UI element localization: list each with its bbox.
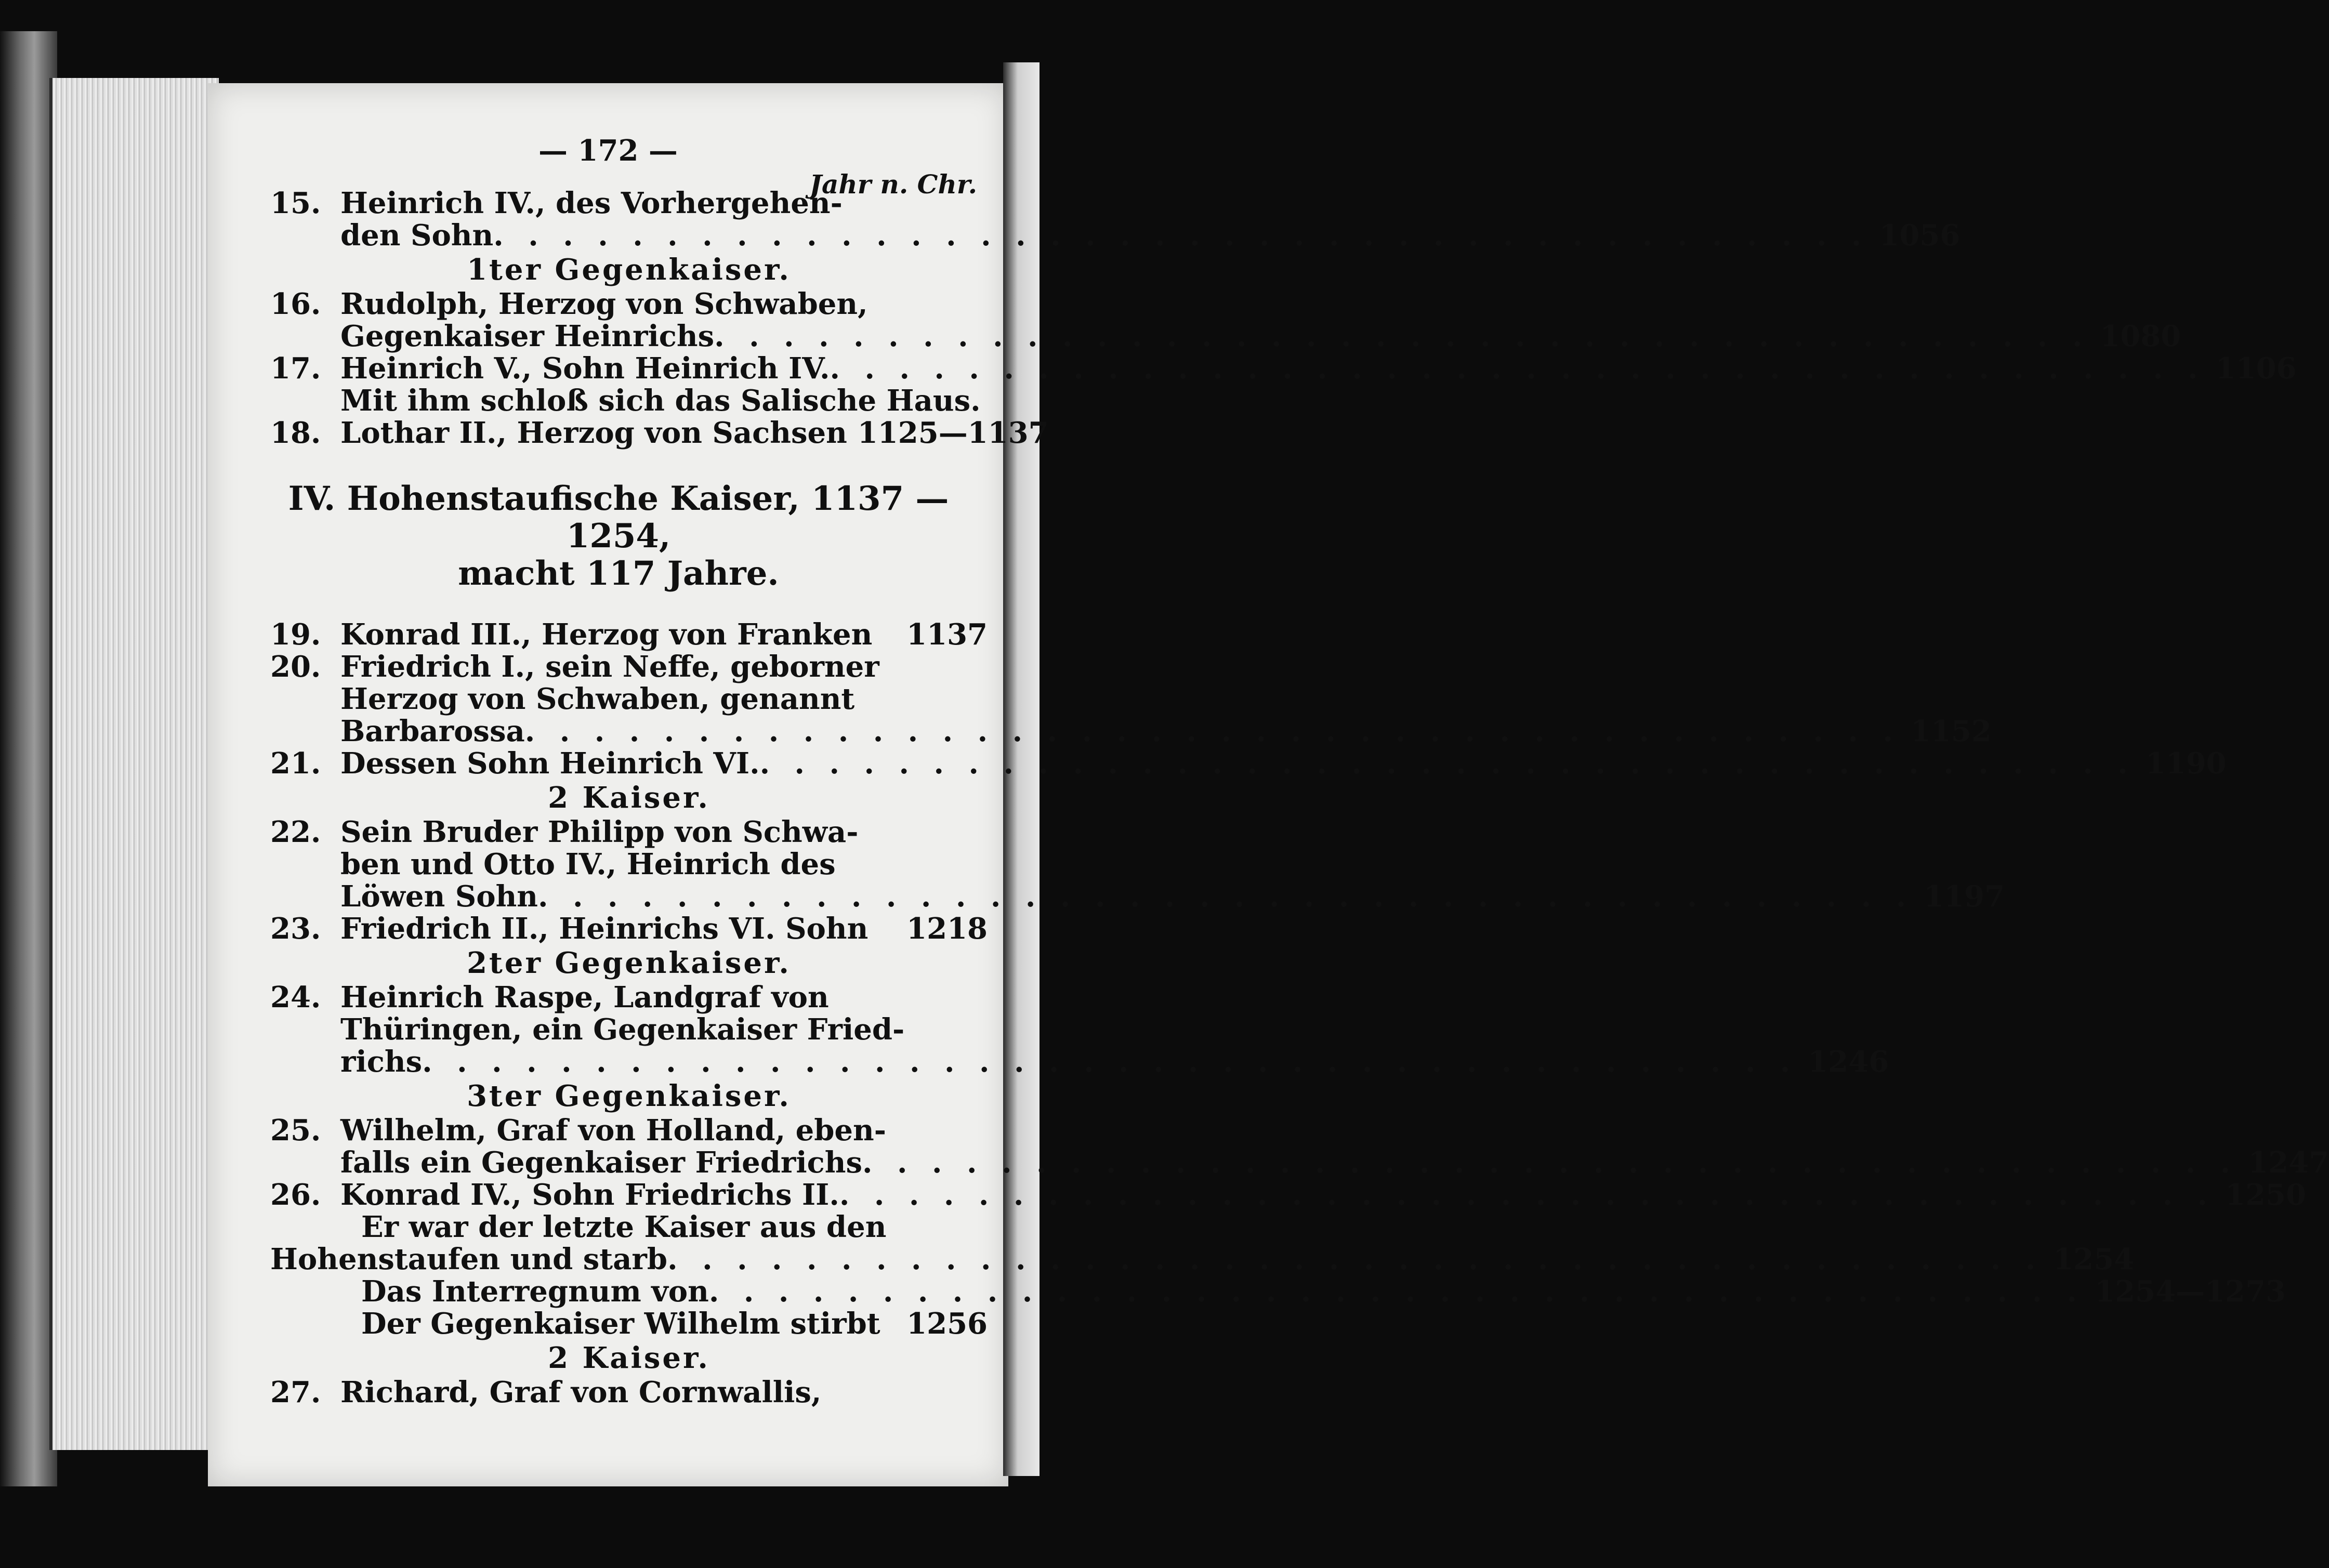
page-header bbox=[208, 133, 1008, 200]
entry-year: 1218 bbox=[906, 912, 988, 946]
entry-text: Wilhelm, Graf von Holland, eben- bbox=[340, 1113, 886, 1148]
leader-dots bbox=[709, 1275, 2084, 1308]
page-number: — 172 — bbox=[538, 134, 678, 168]
leader-dots bbox=[493, 219, 1869, 252]
entry-year: 1056 bbox=[1879, 218, 1960, 253]
entry-note: Mit ihm schloß sich das Salische Haus. bbox=[340, 384, 981, 418]
year-column-label: Jahr n. Chr. bbox=[809, 169, 977, 200]
book-cover-left bbox=[0, 31, 57, 1486]
entry-note: Der Gegenkaiser Wilhelm stirbt bbox=[361, 1307, 880, 1341]
entry-text: Heinrich V., Sohn Heinrich IV. bbox=[340, 351, 830, 386]
entry-17 bbox=[270, 351, 2297, 418]
entry-text: Friedrich II., Heinrichs VI. Sohn bbox=[340, 912, 869, 946]
entry-23 bbox=[270, 913, 988, 945]
entry-text: Gegenkaiser Heinrichs bbox=[340, 319, 715, 353]
leader-dots bbox=[667, 1243, 2043, 1275]
entry-text: Heinrich Raspe, Landgraf von bbox=[340, 980, 829, 1014]
entry-text: Dessen Sohn Heinrich VI. bbox=[340, 746, 760, 781]
entry-text: ben und Otto IV., Heinrich des bbox=[340, 847, 836, 881]
section-subtitle: macht 117 Jahre. bbox=[458, 554, 779, 593]
entry-number: 15. bbox=[270, 186, 321, 220]
entry-year: 1247 bbox=[2248, 1145, 2329, 1180]
entry-15 bbox=[270, 186, 1960, 253]
entry-25 bbox=[270, 1113, 2329, 1180]
leader-dots bbox=[760, 747, 2135, 780]
entry-note: Das Interregnum von bbox=[361, 1274, 709, 1309]
subheading: 2 Kaiser. bbox=[548, 781, 710, 815]
subheading: 2ter Gegenkaiser. bbox=[467, 946, 791, 980]
entry-year: 1152 bbox=[1910, 714, 1992, 748]
entry-year: 1254—1273 bbox=[2095, 1274, 2286, 1309]
entry-number: 25. bbox=[270, 1113, 321, 1148]
entry-number: 27. bbox=[270, 1375, 321, 1409]
subheading: 2 Kaiser. bbox=[548, 1341, 710, 1375]
subheading: 1ter Gegenkaiser. bbox=[467, 253, 791, 287]
entry-text: Heinrich IV., des Vorhergehen- bbox=[340, 186, 843, 220]
entry-number: 22. bbox=[270, 815, 321, 849]
entry-text: Lothar II., Herzog von Sachsen bbox=[340, 416, 847, 450]
entry-text: richs bbox=[340, 1045, 423, 1079]
entry-number: 21. bbox=[270, 746, 321, 781]
leader-dots bbox=[839, 1179, 2215, 1211]
entry-text: falls ein Gegenkaiser Friedrichs bbox=[340, 1145, 862, 1180]
entry-number: 16. bbox=[270, 287, 321, 321]
leader-dots bbox=[830, 352, 2205, 385]
entry-text: Konrad III., Herzog von Franken bbox=[340, 617, 873, 652]
entry-number: 17. bbox=[270, 351, 321, 386]
entry-text: Barbarossa bbox=[340, 714, 525, 748]
leader-dots bbox=[422, 1046, 1797, 1078]
entry-note: Hohenstaufen und starb bbox=[270, 1242, 668, 1276]
entry-number: 19. bbox=[270, 617, 321, 652]
entry-number: 23. bbox=[270, 912, 321, 946]
entry-26 bbox=[270, 1178, 2306, 1341]
leader-dots bbox=[862, 1147, 2238, 1179]
subheading: 3ter Gegenkaiser. bbox=[467, 1079, 791, 1113]
page-edges bbox=[49, 78, 219, 1450]
leader-dots bbox=[714, 320, 2089, 352]
entry-text: Herzog von Schwaben, genannt bbox=[340, 682, 855, 716]
entry-year: 1106 bbox=[2215, 351, 2297, 386]
entry-number: 24. bbox=[270, 980, 321, 1014]
entry-year: 1125—1137 bbox=[857, 416, 1049, 450]
entry-text: Thüringen, ein Gegenkaiser Fried- bbox=[340, 1012, 905, 1047]
entry-number: 18. bbox=[270, 416, 321, 450]
entry-number: 20. bbox=[270, 650, 321, 684]
section-title: IV. Hohenstaufische Kaiser, 1137 — 1254, bbox=[288, 479, 949, 556]
entry-year: 1080 bbox=[2100, 319, 2181, 353]
entry-text: Rudolph, Herzog von Schwaben, bbox=[340, 287, 868, 321]
entry-18 bbox=[270, 416, 1049, 450]
entry-text: Richard, Graf von Cornwallis, bbox=[340, 1375, 822, 1409]
entry-year: 1254 bbox=[2053, 1242, 2135, 1276]
entry-20 bbox=[270, 650, 1992, 748]
entry-text: Sein Bruder Philipp von Schwa- bbox=[340, 815, 859, 849]
entry-19 bbox=[270, 618, 988, 651]
entry-24 bbox=[270, 980, 1889, 1079]
entry-year: 1137 bbox=[906, 617, 988, 652]
entry-note: Er war der letzte Kaiser aus den bbox=[361, 1210, 887, 1244]
entry-text: Friedrich I., sein Neffe, geborner bbox=[340, 650, 879, 684]
entry-text: Löwen Sohn bbox=[340, 879, 538, 914]
entry-text: den Sohn bbox=[340, 218, 494, 253]
entry-27 bbox=[270, 1376, 988, 1408]
entry-year: 1250 bbox=[2225, 1178, 2306, 1212]
entry-year: 1197 bbox=[1924, 879, 2005, 914]
page-content bbox=[270, 186, 2329, 1409]
section-heading bbox=[249, 480, 988, 592]
entry-text: Konrad IV., Sohn Friedrichs II. bbox=[340, 1178, 839, 1212]
entry-22 bbox=[270, 815, 2005, 914]
entry-16 bbox=[270, 287, 2181, 353]
leader-dots bbox=[525, 715, 1900, 747]
entry-21 bbox=[270, 746, 2227, 781]
entry-year: 1246 bbox=[1808, 1045, 1889, 1079]
leader-dots bbox=[538, 880, 1913, 913]
entry-year: 1190 bbox=[2145, 746, 2227, 781]
entry-number: 26. bbox=[270, 1178, 321, 1212]
entry-year: 1256 bbox=[906, 1307, 988, 1341]
